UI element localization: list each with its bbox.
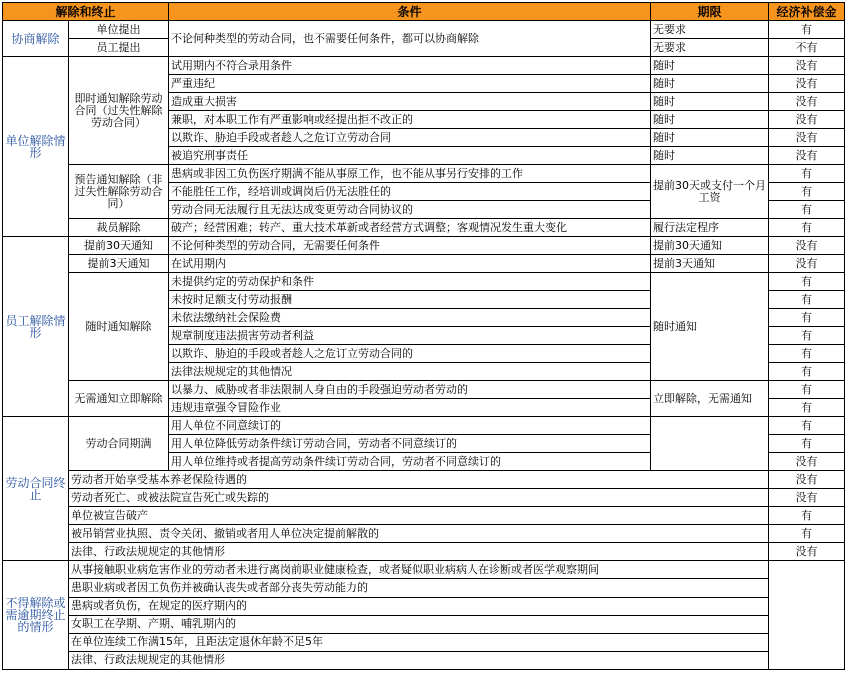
compensation-cell: 没有	[769, 543, 845, 561]
condition-cell: 患职业病或者因工负伤并被确认丧失或者部分丧失劳动能力的	[69, 579, 769, 597]
compensation-cell: 没有	[769, 453, 845, 471]
compensation-cell: 有	[769, 291, 845, 309]
condition-cell: 在试用期内	[169, 255, 651, 273]
compensation-cell: 没有	[769, 255, 845, 273]
period-cell: 提前30天通知	[651, 237, 769, 255]
sub-employee-proposes: 员工提出	[69, 39, 169, 57]
period-cell: 无要求	[651, 39, 769, 57]
condition-cell: 女职工在孕期、产期、哺乳期内的	[69, 615, 769, 633]
period-cell: 随时	[651, 93, 769, 111]
compensation-cell: 有	[769, 381, 845, 399]
period-cell: 履行法定程序	[651, 219, 769, 237]
condition-cell: 造成重大损害	[169, 93, 651, 111]
condition-cell: 不能胜任工作，经培训或调岗后仍无法胜任的	[169, 183, 651, 201]
compensation-cell: 没有	[769, 75, 845, 93]
sub-contract-expiry: 劳动合同期满	[69, 417, 169, 471]
compensation-cell: 有	[769, 417, 845, 435]
header-compensation: 经济补偿金	[769, 3, 845, 21]
condition-cell: 从事接触职业病危害作业的劳动者未进行离岗前职业健康检查，或者疑似职业病病人在诊断或者医学观察期间	[69, 561, 769, 579]
condition-cell: 被追究刑事责任	[169, 147, 651, 165]
condition-cell: 破产；经营困难；转产、重大技术革新或者经营方式调整；客观情况发生重大变化	[169, 219, 651, 237]
condition-cell: 违规违章强令冒险作业	[169, 399, 651, 417]
compensation-cell: 没有	[769, 471, 845, 489]
condition-cell: 用人单位降低劳动条件续订劳动合同，劳动者不同意续订的	[169, 435, 651, 453]
sub-employer-proposes: 单位提出	[69, 21, 169, 39]
condition-cell: 法律法规规定的其他情况	[169, 363, 651, 381]
period-cell: 随时	[651, 75, 769, 93]
compensation-cell	[769, 561, 845, 670]
period-cell: 无要求	[651, 21, 769, 39]
condition-cell: 用人单位不同意续订的	[169, 417, 651, 435]
period-cell: 立即解除，无需通知	[651, 381, 769, 417]
compensation-cell: 没有	[769, 237, 845, 255]
condition-cell: 以暴力、威胁或者非法限制人身自由的手段强迫劳动者劳动的	[169, 381, 651, 399]
header-period: 期限	[651, 3, 769, 21]
condition-cell: 单位被宣告破产	[69, 507, 769, 525]
condition-cell: 用人单位维持或者提高劳动条件续订劳动合同，劳动者不同意续订的	[169, 453, 651, 471]
category-prohibited-termination: 不得解除或需逾期终止的情形	[3, 561, 69, 670]
compensation-cell: 有	[769, 345, 845, 363]
sub-anytime-notice: 随时通知解除	[69, 273, 169, 381]
condition-cell: 未依法缴纳社会保险费	[169, 309, 651, 327]
condition-cell: 被吊销营业执照、责令关闭、撤销或者用人单位决定提前解散的	[69, 525, 769, 543]
condition-cell: 以欺诈、胁迫的手段或者趁人之危订立劳动合同的	[169, 345, 651, 363]
period-cell: 随时通知	[651, 273, 769, 381]
condition-cell: 患病或非因工负伤医疗期满不能从事原工作，也不能从事另行安排的工作	[169, 165, 651, 183]
period-cell: 随时	[651, 147, 769, 165]
compensation-cell: 不有	[769, 39, 845, 57]
compensation-cell: 有	[769, 273, 845, 291]
compensation-cell: 没有	[769, 129, 845, 147]
condition-cell: 劳动者开始享受基本养老保险待遇的	[69, 471, 769, 489]
condition-cell: 试用期内不符合录用条件	[169, 57, 651, 75]
period-cell: 随时	[651, 129, 769, 147]
sub-immediate-no-notice: 无需通知立即解除	[69, 381, 169, 417]
period-cell: 随时	[651, 57, 769, 75]
category-employee-termination: 员工解除情形	[3, 237, 69, 417]
period-cell: 随时	[651, 111, 769, 129]
condition-cell: 患病或者负伤，在规定的医疗期内的	[69, 597, 769, 615]
category-contract-end: 劳动合同终止	[3, 417, 69, 561]
period-cell: 提前30天或支付一个月工资	[651, 165, 769, 219]
compensation-cell: 没有	[769, 57, 845, 75]
compensation-cell: 有	[769, 399, 845, 417]
compensation-cell: 没有	[769, 489, 845, 507]
compensation-cell: 没有	[769, 111, 845, 129]
condition-cell: 严重违纪	[169, 75, 651, 93]
condition-cell: 未按时足额支付劳动报酬	[169, 291, 651, 309]
compensation-cell: 没有	[769, 147, 845, 165]
period-cell	[651, 417, 769, 471]
condition-cell: 不论何种类型的劳动合同，无需要任何条件	[169, 237, 651, 255]
condition-cell: 劳动者死亡、或被法院宣告死亡或失踪的	[69, 489, 769, 507]
header-termination: 解除和终止	[3, 3, 169, 21]
period-cell: 提前3天通知	[651, 255, 769, 273]
compensation-cell: 有	[769, 327, 845, 345]
header-condition: 条件	[169, 3, 651, 21]
sub-layoff: 裁员解除	[69, 219, 169, 237]
termination-table	[2, 2, 845, 670]
condition-cell: 法律、行政法规规定的其他情形	[69, 651, 769, 669]
compensation-cell: 有	[769, 309, 845, 327]
condition-cell: 法律、行政法规规定的其他情形	[69, 543, 769, 561]
sub-immediate-notice: 即时通知解除劳动合同（过失性解除劳动合同）	[69, 57, 169, 165]
compensation-cell: 有	[769, 183, 845, 201]
compensation-cell: 有	[769, 363, 845, 381]
compensation-cell: 有	[769, 21, 845, 39]
sub-30-days-notice: 提前30天通知	[69, 237, 169, 255]
sub-3-days-notice: 提前3天通知	[69, 255, 169, 273]
condition-cell: 以欺诈、胁迫手段或者趁人之危订立劳动合同	[169, 129, 651, 147]
compensation-cell: 有	[769, 165, 845, 183]
condition-cell: 规章制度违法损害劳动者利益	[169, 327, 651, 345]
compensation-cell: 有	[769, 525, 845, 543]
compensation-cell: 有	[769, 435, 845, 453]
compensation-cell: 有	[769, 201, 845, 219]
category-negotiated: 协商解除	[3, 21, 69, 57]
condition-cell: 在单位连续工作满15年，且距法定退休年龄不足5年	[69, 633, 769, 651]
condition-cell: 不论何种类型的劳动合同，也不需要任何条件，都可以协商解除	[169, 21, 651, 57]
compensation-cell: 有	[769, 219, 845, 237]
sub-advance-notice: 预告通知解除（非过失性解除劳动合同）	[69, 165, 169, 219]
condition-cell: 兼职，对本职工作有严重影响或经提出拒不改正的	[169, 111, 651, 129]
compensation-cell: 有	[769, 507, 845, 525]
category-employer-termination: 单位解除情形	[3, 57, 69, 237]
compensation-cell: 没有	[769, 93, 845, 111]
condition-cell: 未提供约定的劳动保护和条件	[169, 273, 651, 291]
condition-cell: 劳动合同无法履行且无法达成变更劳动合同协议的	[169, 201, 651, 219]
